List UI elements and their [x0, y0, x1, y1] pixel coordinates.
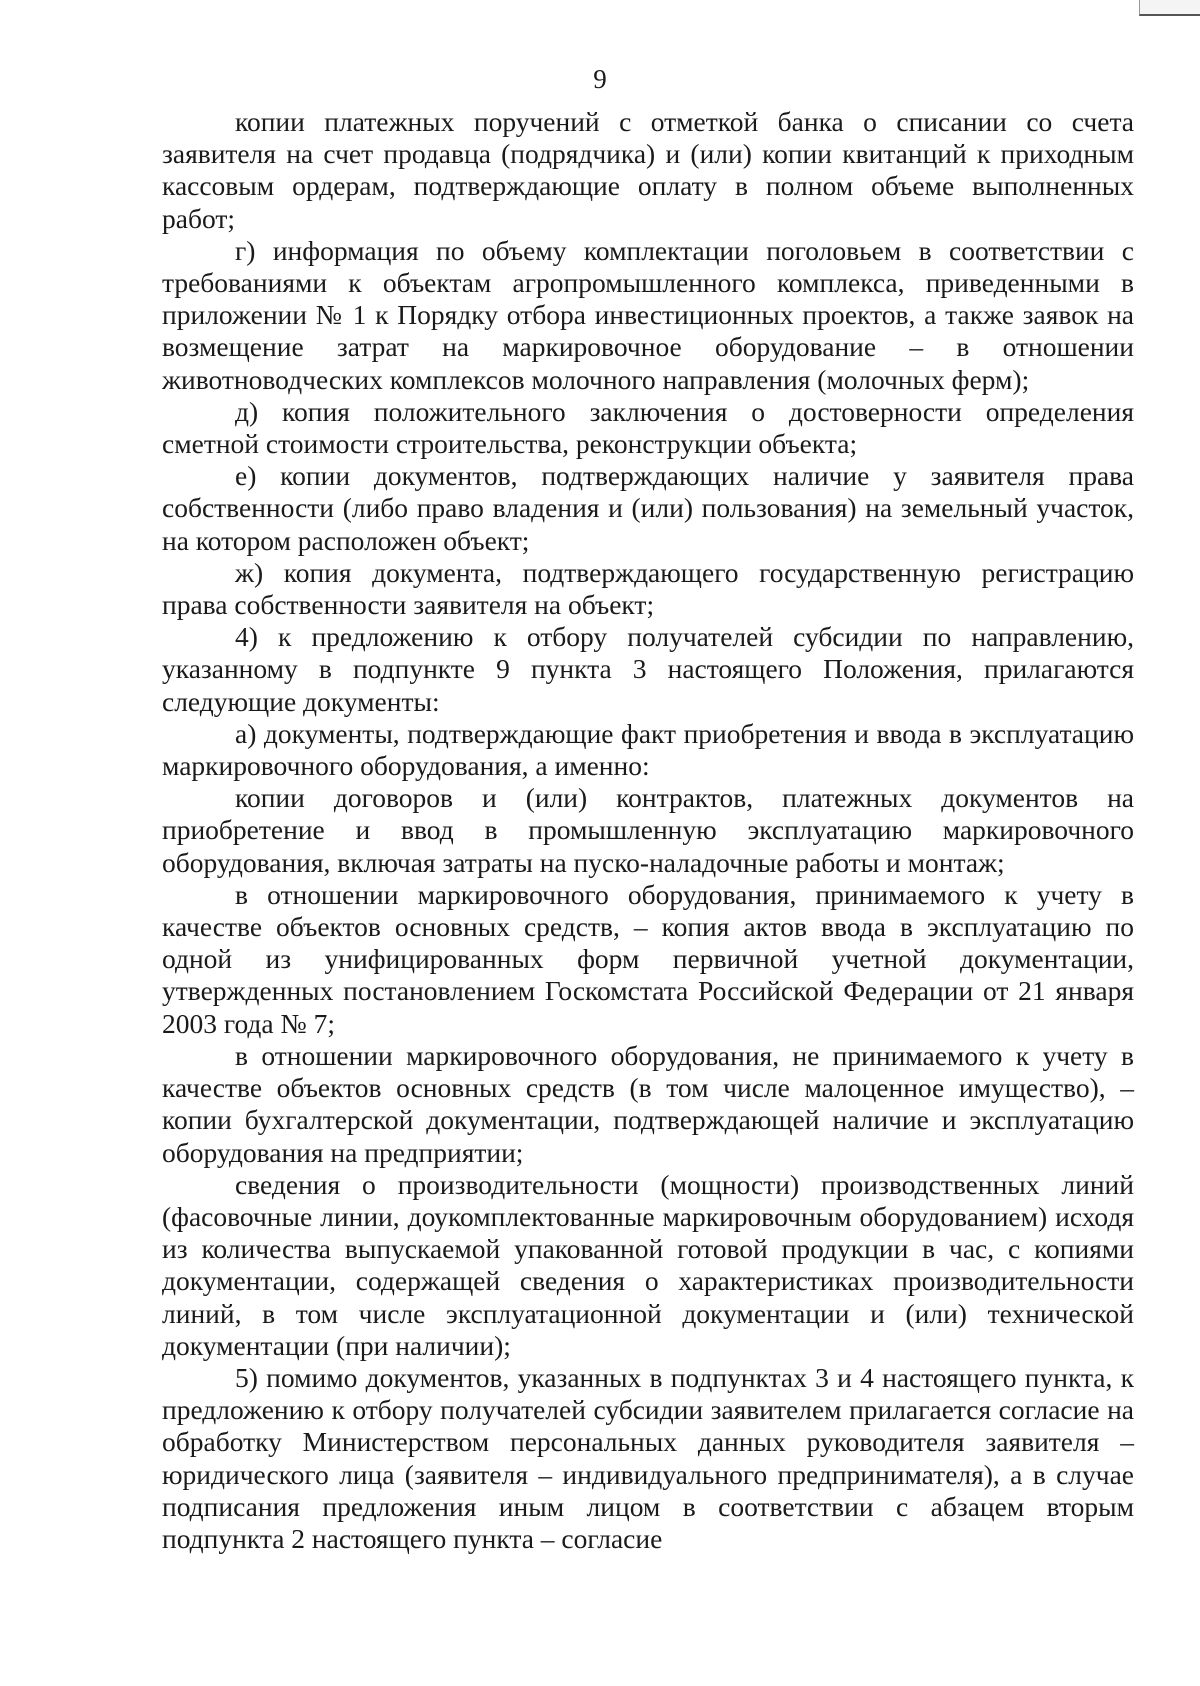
- document-body: [162, 106, 1134, 1555]
- paragraph-non-fixed-assets: в отношении маркировочного оборудования, не принимаемого к учету в качестве объектов основных средств (в том числе малоценное имущество), – копии бухгалтерской документации, подтверждающей наличие и эксплуатацию оборудования на предприятии;: [162, 1039, 1134, 1168]
- paragraph-item-e: е) копии документов, подтверждающих наличие у заявителя права собственности (либо право владения и (или) пользования) на земельный участок, на котором расположен объект;: [162, 460, 1134, 556]
- paragraph-item-a: а) документы, подтверждающие факт приобретения и ввода в эксплуатацию маркировочного оборудования, а именно:: [162, 717, 1134, 782]
- scan-corner-mark: [1139, 0, 1200, 16]
- paragraph-payment-orders: копии платежных поручений с отметкой банка о списании со счета заявителя на счет продавца (подрядчика) и (или) копии квитанций к приходным кассовым ордерам, подтверждающие оплату в полном объеме выполненных работ;: [162, 106, 1134, 234]
- paragraph-item-4: 4) к предложению к отбору получателей субсидии по направлению, указанному в подпункте 9 пункта 3 настоящего Положения, прилагаются следующие документы:: [162, 621, 1134, 717]
- paragraph-fixed-assets: в отношении маркировочного оборудования, принимаемого к учету в качестве объектов основных средств, – копия актов ввода в эксплуатацию по одной из унифицированных форм первичной учетной документации, утвержденных постановлением Госкомстата Российской Федерации от 21 января 2003 года № 7;: [162, 878, 1134, 1039]
- paragraph-item-d: д) копия положительного заключения о достоверности определения сметной стоимости строительства, реконструкции объекта;: [162, 395, 1134, 460]
- paragraph-item-5: 5) помимо документов, указанных в подпунктах 3 и 4 настоящего пункта, к предложению к отбору получателей субсидии заявителем прилагается согласие на обработку Министерством персональных данных руководителя заявителя – юридического лица (заявителя – индивидуального предпринимателя), а в случае подписания предложения иным лицом в соответствии с абзацем вторым подпункта 2 настоящего пункта – согласие: [162, 1361, 1134, 1554]
- paragraph-item-g: г) информация по объему комплектации поголовьем в соответствии с требованиями к объектам агропромышленного комплекса, приведенными в приложении № 1 к Порядку отбора инвестиционных проектов, а также заявок на возмещение затрат на маркировочное оборудование – в отношении животноводческих комплексов молочного направления (молочных ферм);: [162, 234, 1134, 395]
- paragraph-item-zh: ж) копия документа, подтверждающего государственную регистрацию права собственности заявителя на объект;: [162, 556, 1134, 621]
- paragraph-contracts: копии договоров и (или) контрактов, платежных документов на приобретение и ввод в промышленную эксплуатацию маркировочного оборудования, включая затраты на пуско-наладочные работы и монтаж;: [162, 782, 1134, 878]
- paragraph-productivity: сведения о производительности (мощности) производственных линий (фасовочные линии, доукомплектованные маркировочным оборудованием) исходя из количества выпускаемой упакованной готовой продукции в час, с копиями документации, содержащей сведения о характеристиках производительности линий, в том числе эксплуатационной документации и (или) технической документации (при наличии);: [162, 1168, 1134, 1361]
- page-number: 9: [593, 64, 607, 94]
